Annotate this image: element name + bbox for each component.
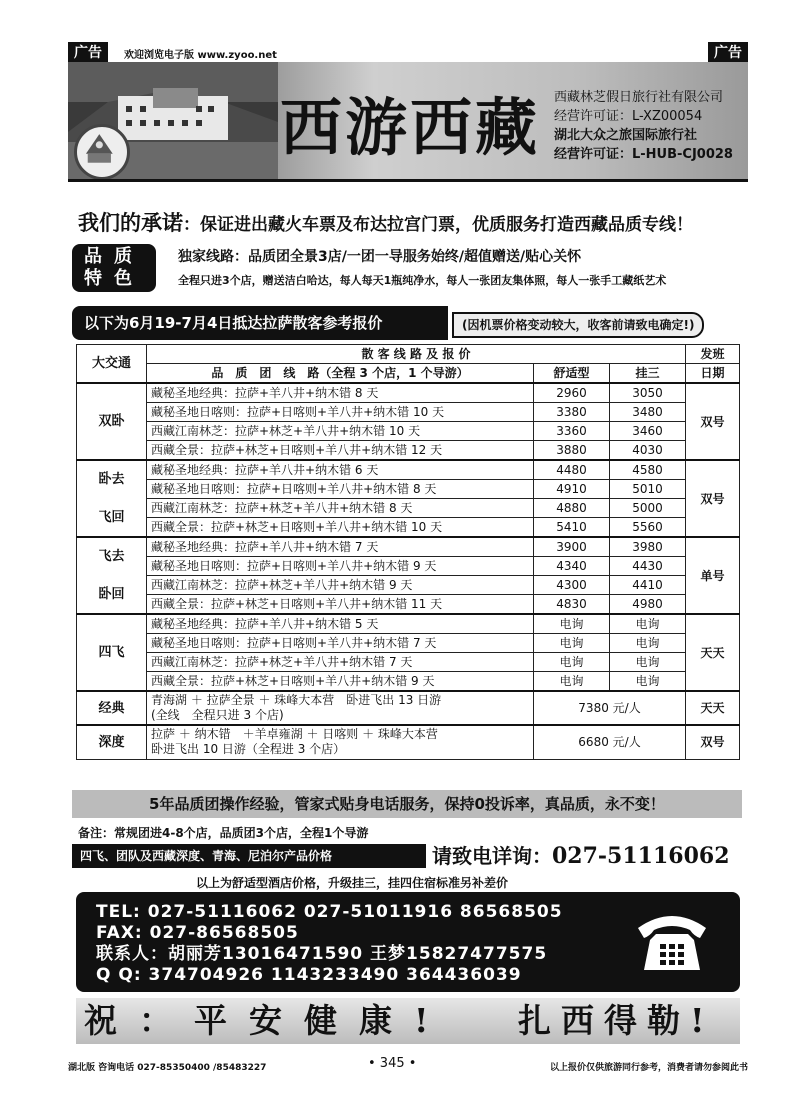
route-cell: 藏秘圣地日喀则：拉萨+日喀则+羊八井+纳木错 7 天: [147, 634, 534, 653]
tibet-emblem-icon: [74, 124, 130, 180]
promise-lead: 我们的承诺: [78, 211, 183, 235]
price-comfort: 4880: [534, 499, 610, 518]
group-name: [77, 460, 147, 537]
deep-price: 6680 元/人: [534, 725, 686, 759]
price-comfort: 3900: [534, 537, 610, 557]
deep-date: 双号: [686, 725, 740, 759]
contact-box: [76, 892, 740, 992]
price-comfort: 3880: [534, 441, 610, 461]
blessing-right: 扎西得勒!: [518, 1001, 715, 1040]
route-cell: 西藏江南林芝：拉萨+林芝+羊八井+纳木错 7 天: [147, 653, 534, 672]
group-date: 单号: [686, 537, 740, 614]
classic-price: 7380 元/人: [534, 691, 686, 725]
group-name-part: 卧回: [98, 586, 125, 602]
contact-qq: Q Q: 374704926 1143233490 364436039: [96, 965, 522, 985]
route-cell: 藏秘圣地经典：拉萨+羊八井+纳木错 7 天: [147, 537, 534, 557]
route-cell: 西藏江南林芝：拉萨+林芝+羊八井+纳木错 9 天: [147, 576, 534, 595]
route-cell: 藏秘圣地日喀则：拉萨+日喀则+羊八井+纳木错 8 天: [147, 480, 534, 499]
col-route-sub: 品 质 团 线 路（全程 3 个店，1 个导游）: [147, 364, 534, 384]
route-cell: 藏秘圣地经典：拉萨+羊八井+纳木错 8 天: [147, 383, 534, 403]
price-comfort: 电询: [534, 653, 610, 672]
classic-line-1: 青海湖 ＋ 拉萨全景 ＋ 珠峰大本营 卧进飞出 13 日游: [151, 693, 442, 707]
col-three: 挂三: [610, 364, 686, 384]
route-cell: 西藏全景：拉萨+林芝+日喀则+羊八井+纳木错 11 天: [147, 595, 534, 615]
license-1: 经营许可证：L-XZ00054: [554, 109, 703, 124]
promise-text: ：保证进出藏火车票及布达拉宫门票，优质服务打造西藏品质专线！: [183, 215, 693, 235]
price-comfort: 4300: [534, 576, 610, 595]
price-comfort: 2960: [534, 383, 610, 403]
price-three: 3980: [610, 537, 686, 557]
price-three: 3460: [610, 422, 686, 441]
call-now-phone: 027-51116062: [552, 843, 730, 869]
hotel-note: 以上为舒适型酒店价格，升级挂三，挂四住宿标准另补差价: [196, 876, 509, 890]
col-depart: 发班: [686, 345, 740, 364]
feature-line-2: 全程只进3个店，赠送洁白哈达，每人每天1瓶纯净水，每人一张团友集体照，每人一张手工藏纸艺术: [178, 274, 667, 287]
company-name-1: 西藏林芝假日旅行社有限公司: [554, 90, 724, 105]
price-three: 电询: [610, 614, 686, 634]
top-bar: [68, 42, 748, 64]
page-footer: [68, 1056, 748, 1074]
deep-line-1: 拉萨 ＋ 纳木错 ＋羊卓雍湖 ＋ 日喀则 ＋ 珠峰大本营: [151, 727, 438, 742]
route-cell: 藏秘圣地经典：拉萨+羊八井+纳木错 5 天: [147, 614, 534, 634]
ad-tag-left: 广告: [68, 42, 108, 64]
price-table: [76, 344, 740, 760]
price-comfort: 4340: [534, 557, 610, 576]
contact-lines: [96, 902, 563, 986]
col-transport: 大交通: [77, 345, 147, 384]
price-comfort: 4480: [534, 460, 610, 480]
price-three: 4430: [610, 557, 686, 576]
blessing-left: 祝：平安健康!: [84, 1001, 451, 1040]
group-name-part: 飞去: [98, 548, 125, 564]
price-comfort: 4910: [534, 480, 610, 499]
company-name-2: 湖北大众之旅国际旅行社: [554, 128, 698, 143]
blessing-banner: [76, 998, 740, 1044]
group-date: 双号: [686, 383, 740, 460]
group-date: 天天: [686, 614, 740, 691]
route-cell: 西藏江南林芝：拉萨+林芝+羊八井+纳木错 10 天: [147, 422, 534, 441]
price-comfort: 3380: [534, 403, 610, 422]
banner: [68, 62, 748, 182]
group-date: 双号: [686, 460, 740, 537]
classic-name: 经典: [77, 691, 147, 725]
route-cell: 西藏全景：拉萨+林芝+日喀则+羊八井+纳木错 9 天: [147, 672, 534, 692]
classic-date: 天天: [686, 691, 740, 725]
deep-name: 深度: [77, 725, 147, 759]
price-header-note: (因机票价格变动较大，收客前请致电确定!): [452, 312, 704, 338]
page-number: • 345 •: [368, 1056, 417, 1071]
route-cell: 藏秘圣地日喀则：拉萨+日喀则+羊八井+纳木错 10 天: [147, 403, 534, 422]
price-three: 4980: [610, 595, 686, 615]
group-name: 双卧: [77, 383, 147, 460]
route-cell: 藏秘圣地日喀则：拉萨+日喀则+羊八井+纳木错 9 天: [147, 557, 534, 576]
service-slogan: 5年品质团操作经验，管家式贴身电话服务，保持0投诉率，真品质，永不变！: [72, 790, 742, 818]
deep-line-2: 卧进飞出 10 日游（全程进 3 个店）: [151, 742, 346, 757]
price-comfort: 电询: [534, 614, 610, 634]
group-name-part: 飞回: [98, 509, 125, 525]
route-cell: 藏秘圣地经典：拉萨+羊八井+纳木错 6 天: [147, 460, 534, 480]
group-name-part: 卧去: [98, 471, 125, 487]
col-date: 日期: [686, 364, 740, 384]
price-three: 电询: [610, 672, 686, 692]
col-comfort: 舒适型: [534, 364, 610, 384]
contact-tel: TEL: 027-51116062 027-51011916 86568505: [96, 902, 563, 922]
group-name: [77, 537, 147, 614]
price-three: 5000: [610, 499, 686, 518]
price-three: 4030: [610, 441, 686, 461]
remark-text: 备注：常规团进4-8个店，品质团3个店，全程1个导游: [78, 826, 369, 840]
price-three: 3050: [610, 383, 686, 403]
feature-line-1: 独家线路：品质团全景3店/一团一导服务始终/超值赠送/贴心关怀: [178, 249, 582, 265]
price-comfort: 5410: [534, 518, 610, 538]
telephone-icon: [634, 906, 710, 976]
classic-route: [147, 691, 534, 725]
price-three: 3480: [610, 403, 686, 422]
price-three: 电询: [610, 653, 686, 672]
price-three: 电询: [610, 634, 686, 653]
price-three: 4580: [610, 460, 686, 480]
products-bar: 四飞、团队及西藏深度、青海、尼泊尔产品价格: [72, 844, 426, 868]
price-comfort: 电询: [534, 634, 610, 653]
banner-title: 西游西藏: [280, 91, 541, 164]
price-header-title: 以下为6月19-7月4日抵达拉萨散客参考报价: [72, 306, 448, 340]
call-now: [432, 840, 730, 869]
classic-line-2: (全线 全程只进 3 个店): [151, 708, 284, 722]
route-cell: 西藏全景：拉萨+林芝+日喀则+羊八井+纳木错 12 天: [147, 441, 534, 461]
route-cell: 西藏江南林芝：拉萨+林芝+羊八井+纳木错 8 天: [147, 499, 534, 518]
call-now-label: 请致电详询：: [432, 844, 552, 868]
footer-right: 以上报价仅供旅游同行参考，消费者请勿参阅此书: [549, 1063, 748, 1073]
route-cell: 西藏全景：拉萨+林芝+日喀则+羊八井+纳木错 10 天: [147, 518, 534, 538]
company-info: [554, 88, 733, 164]
price-three: 5560: [610, 518, 686, 538]
license-2: 经营许可证：L-HUB-CJ0028: [554, 147, 733, 162]
deep-route: [147, 725, 534, 759]
ad-tag-right: 广告: [708, 42, 748, 64]
col-routes: 散 客 线 路 及 报 价: [147, 345, 686, 364]
price-three: 5010: [610, 480, 686, 499]
price-comfort: 3360: [534, 422, 610, 441]
promise-line: [78, 207, 693, 237]
contact-people: 联系人：胡丽芳13016471590 王梦15827477575: [96, 944, 548, 964]
quality-feature-badge: 品质特色: [72, 244, 156, 292]
group-name: 四飞: [77, 614, 147, 691]
welcome-text: 欢迎浏览电子版 www.zyoo.net: [124, 50, 277, 61]
footer-left: 湖北版 咨询电话 027-85350400 /85483227: [68, 1063, 267, 1073]
price-comfort: 4830: [534, 595, 610, 615]
price-comfort: 电询: [534, 672, 610, 692]
price-three: 4410: [610, 576, 686, 595]
contact-fax: FAX: 027-86568505: [96, 923, 299, 943]
